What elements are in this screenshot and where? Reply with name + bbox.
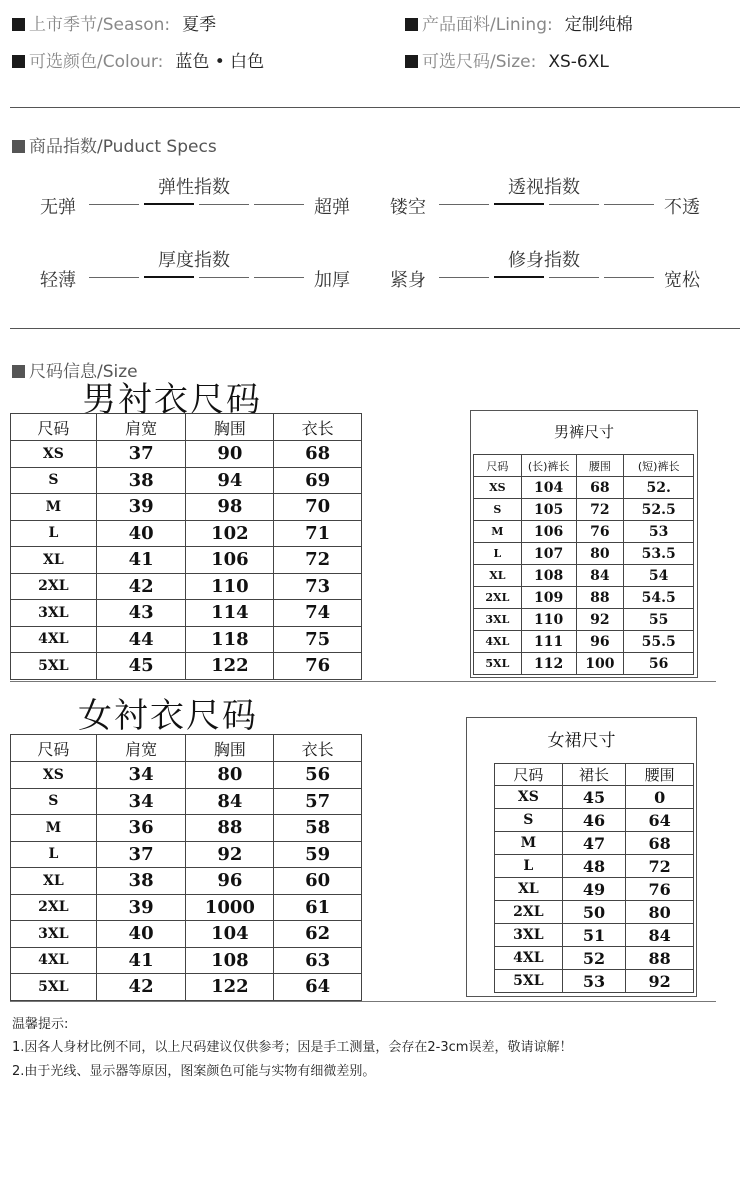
value-cell: 102 bbox=[186, 520, 274, 547]
women-skirt-title: 女裙尺寸 bbox=[547, 731, 616, 751]
value-cell: 94 bbox=[186, 467, 274, 494]
spec-title: 厚度指数 bbox=[158, 250, 230, 271]
divider bbox=[10, 328, 740, 329]
value-cell: 50 bbox=[562, 901, 626, 924]
table-row bbox=[474, 565, 694, 587]
table-row bbox=[11, 494, 362, 521]
value-cell: 38 bbox=[96, 467, 186, 494]
size-cell: XL bbox=[474, 565, 522, 587]
colour-label: 可选颜色/Colour: bbox=[29, 52, 164, 72]
value-cell: 68 bbox=[626, 832, 694, 855]
spec-level-segment bbox=[604, 204, 654, 205]
size-cell: L bbox=[11, 841, 97, 868]
value-cell: 100 bbox=[576, 653, 624, 675]
value-cell: 58 bbox=[274, 815, 362, 842]
size-cell: 3XL bbox=[474, 609, 522, 631]
table-row bbox=[11, 921, 362, 948]
size-cell: 5XL bbox=[495, 970, 563, 993]
value-cell: 108 bbox=[521, 565, 576, 587]
value-cell: 37 bbox=[96, 441, 186, 468]
value-cell: 92 bbox=[626, 970, 694, 993]
value-cell: 53 bbox=[624, 521, 694, 543]
men-pants-title: 男裤尺寸 bbox=[553, 423, 614, 441]
specs-heading-text: 商品指数/Puduct Specs bbox=[29, 137, 217, 157]
table-row bbox=[11, 467, 362, 494]
size-cell: L bbox=[474, 543, 522, 565]
square-bullet-icon bbox=[12, 365, 25, 378]
value-cell: 52 bbox=[562, 947, 626, 970]
notes-title: 温馨提示: bbox=[12, 1017, 69, 1032]
value-cell: 61 bbox=[274, 894, 362, 921]
size-cell: 5XL bbox=[11, 974, 97, 1001]
table-row bbox=[11, 573, 362, 600]
size-cell: XS bbox=[495, 786, 563, 809]
value-cell: 96 bbox=[576, 631, 624, 653]
value-cell: 45 bbox=[562, 786, 626, 809]
spec-level-segment bbox=[199, 204, 249, 205]
women-skirt-size-table bbox=[494, 763, 694, 993]
value-cell: 112 bbox=[521, 653, 576, 675]
square-bullet-icon bbox=[12, 140, 25, 153]
table-row bbox=[495, 786, 694, 809]
value-cell: 45 bbox=[96, 653, 186, 680]
value-cell: 80 bbox=[626, 901, 694, 924]
table-row bbox=[11, 653, 362, 680]
value-cell: 37 bbox=[96, 841, 186, 868]
column-header: 腰围 bbox=[626, 764, 694, 786]
size-range-value: XS-6XL bbox=[548, 52, 609, 72]
table-row bbox=[11, 894, 362, 921]
column-header: 胸围 bbox=[186, 414, 274, 441]
value-cell: 75 bbox=[274, 626, 362, 653]
table-row bbox=[474, 543, 694, 565]
value-cell: 53 bbox=[562, 970, 626, 993]
value-cell: 34 bbox=[96, 762, 186, 789]
value-cell: 59 bbox=[274, 841, 362, 868]
column-header: 尺码 bbox=[11, 735, 97, 762]
value-cell: 54.5 bbox=[624, 587, 694, 609]
value-cell: 111 bbox=[521, 631, 576, 653]
value-cell: 56 bbox=[624, 653, 694, 675]
size-cell: XL bbox=[11, 868, 97, 895]
value-cell: 63 bbox=[274, 947, 362, 974]
value-cell: 68 bbox=[274, 441, 362, 468]
table-row bbox=[474, 587, 694, 609]
table-row bbox=[495, 855, 694, 878]
size-cell: S bbox=[474, 499, 522, 521]
value-cell: 73 bbox=[274, 573, 362, 600]
table-row bbox=[474, 653, 694, 675]
table-row bbox=[11, 974, 362, 1001]
value-cell: 122 bbox=[186, 653, 274, 680]
spec-title: 弹性指数 bbox=[158, 177, 230, 198]
colour-value: 蓝色 • 白色 bbox=[175, 52, 265, 72]
value-cell: 53.5 bbox=[624, 543, 694, 565]
value-cell: 110 bbox=[186, 573, 274, 600]
column-header: 肩宽 bbox=[96, 735, 186, 762]
value-cell: 62 bbox=[274, 921, 362, 948]
men-shirt-title: 男衬衣尺码 bbox=[82, 380, 262, 420]
size-cell: 2XL bbox=[495, 901, 563, 924]
value-cell: 55 bbox=[624, 609, 694, 631]
size-cell: S bbox=[11, 467, 97, 494]
spec-title: 透视指数 bbox=[508, 177, 580, 198]
size-cell: M bbox=[495, 832, 563, 855]
value-cell: 41 bbox=[96, 947, 186, 974]
value-cell: 46 bbox=[562, 809, 626, 832]
size-cell: 4XL bbox=[11, 947, 97, 974]
table-row bbox=[495, 901, 694, 924]
value-cell: 40 bbox=[96, 520, 186, 547]
value-cell: 44 bbox=[96, 626, 186, 653]
table-row bbox=[495, 809, 694, 832]
value-cell: 84 bbox=[186, 788, 274, 815]
value-cell: 42 bbox=[96, 974, 186, 1001]
square-bullet-icon bbox=[12, 18, 25, 31]
value-cell: 41 bbox=[96, 547, 186, 574]
fabric-label: 产品面料/Lining: bbox=[422, 15, 553, 35]
size-cell: 2XL bbox=[11, 894, 97, 921]
value-cell: 88 bbox=[626, 947, 694, 970]
size-cell: M bbox=[11, 494, 97, 521]
spec-level-segment bbox=[254, 204, 304, 205]
table-row bbox=[495, 947, 694, 970]
value-cell: 71 bbox=[274, 520, 362, 547]
spec-right-label: 超弹 bbox=[314, 197, 350, 218]
value-cell: 0 bbox=[626, 786, 694, 809]
column-header: 尺码 bbox=[474, 455, 522, 477]
size-cell: 4XL bbox=[495, 947, 563, 970]
spec-level-segment bbox=[254, 277, 304, 278]
size-cell: XS bbox=[11, 762, 97, 789]
table-row bbox=[11, 547, 362, 574]
men-shirt-size-table bbox=[10, 413, 362, 680]
table-row bbox=[11, 600, 362, 627]
value-cell: 92 bbox=[576, 609, 624, 631]
spec-level-segment bbox=[549, 277, 599, 278]
value-cell: 69 bbox=[274, 467, 362, 494]
value-cell: 118 bbox=[186, 626, 274, 653]
value-cell: 34 bbox=[96, 788, 186, 815]
specs-heading bbox=[12, 132, 217, 157]
spec-level-segment bbox=[494, 276, 544, 278]
spec-left-label: 镂空 bbox=[390, 197, 426, 218]
divider bbox=[10, 1001, 716, 1002]
men-pants-size-table bbox=[473, 454, 694, 675]
spec-level-segment bbox=[439, 204, 489, 205]
value-cell: 49 bbox=[562, 878, 626, 901]
value-cell: 106 bbox=[521, 521, 576, 543]
value-cell: 64 bbox=[626, 809, 694, 832]
value-cell: 70 bbox=[274, 494, 362, 521]
table-row bbox=[11, 441, 362, 468]
value-cell: 48 bbox=[562, 855, 626, 878]
value-cell: 76 bbox=[274, 653, 362, 680]
value-cell: 40 bbox=[96, 921, 186, 948]
size-cell: S bbox=[11, 788, 97, 815]
value-cell: 80 bbox=[576, 543, 624, 565]
value-cell: 74 bbox=[274, 600, 362, 627]
spec-level-segment bbox=[549, 204, 599, 205]
value-cell: 106 bbox=[186, 547, 274, 574]
size-cell: L bbox=[495, 855, 563, 878]
value-cell: 51 bbox=[562, 924, 626, 947]
season-label: 上市季节/Season: bbox=[29, 15, 171, 35]
colour-info bbox=[12, 47, 264, 72]
column-header: 尺码 bbox=[11, 414, 97, 441]
spec-level-segment bbox=[494, 203, 544, 205]
size-cell: M bbox=[474, 521, 522, 543]
size-cell: XL bbox=[495, 878, 563, 901]
value-cell: 114 bbox=[186, 600, 274, 627]
size-heading-text: 尺码信息/Size bbox=[29, 362, 138, 382]
spec-right-label: 加厚 bbox=[314, 270, 350, 291]
fabric-info bbox=[405, 10, 633, 35]
table-row bbox=[11, 841, 362, 868]
table-header-row bbox=[11, 414, 362, 441]
table-row bbox=[474, 631, 694, 653]
square-bullet-icon bbox=[405, 18, 418, 31]
value-cell: 38 bbox=[96, 868, 186, 895]
value-cell: 88 bbox=[576, 587, 624, 609]
size-cell: XL bbox=[11, 547, 97, 574]
table-row bbox=[495, 832, 694, 855]
size-cell: M bbox=[11, 815, 97, 842]
table-row bbox=[11, 868, 362, 895]
size-cell: XS bbox=[474, 477, 522, 499]
column-header: 腰围 bbox=[576, 455, 624, 477]
value-cell: 60 bbox=[274, 868, 362, 895]
size-cell: L bbox=[11, 520, 97, 547]
size-cell: XS bbox=[11, 441, 97, 468]
spec-level-segment bbox=[89, 277, 139, 278]
spec-right-label: 不透 bbox=[664, 197, 700, 218]
value-cell: 64 bbox=[274, 974, 362, 1001]
spec-level-segment bbox=[604, 277, 654, 278]
value-cell: 104 bbox=[186, 921, 274, 948]
value-cell: 76 bbox=[576, 521, 624, 543]
note-line-1: 1.因各人身材比例不同，以上尺码建议仅供参考；因是手工测量，会存在2-3cm误差，敬请谅解！ bbox=[12, 1040, 573, 1055]
size-cell: S bbox=[495, 809, 563, 832]
spec-level-segment bbox=[144, 276, 194, 278]
value-cell: 105 bbox=[521, 499, 576, 521]
value-cell: 76 bbox=[626, 878, 694, 901]
size-range-info bbox=[405, 47, 609, 72]
value-cell: 108 bbox=[186, 947, 274, 974]
value-cell: 72 bbox=[576, 499, 624, 521]
column-header: 肩宽 bbox=[96, 414, 186, 441]
table-header-row bbox=[495, 764, 694, 786]
fabric-value: 定制纯棉 bbox=[564, 15, 633, 35]
column-header: (短)裤长 bbox=[624, 455, 694, 477]
women-shirt-size-table bbox=[10, 734, 362, 1001]
value-cell: 90 bbox=[186, 441, 274, 468]
table-row bbox=[11, 788, 362, 815]
column-header: 裙长 bbox=[562, 764, 626, 786]
table-row bbox=[474, 609, 694, 631]
value-cell: 47 bbox=[562, 832, 626, 855]
table-row bbox=[474, 521, 694, 543]
value-cell: 72 bbox=[274, 547, 362, 574]
value-cell: 52. bbox=[624, 477, 694, 499]
spec-level-segment bbox=[89, 204, 139, 205]
table-row bbox=[495, 970, 694, 993]
value-cell: 122 bbox=[186, 974, 274, 1001]
table-row bbox=[11, 762, 362, 789]
value-cell: 1000 bbox=[186, 894, 274, 921]
column-header: (长)裤长 bbox=[521, 455, 576, 477]
value-cell: 55.5 bbox=[624, 631, 694, 653]
value-cell: 68 bbox=[576, 477, 624, 499]
value-cell: 43 bbox=[96, 600, 186, 627]
value-cell: 84 bbox=[626, 924, 694, 947]
value-cell: 88 bbox=[186, 815, 274, 842]
table-row bbox=[495, 878, 694, 901]
column-header: 衣长 bbox=[274, 735, 362, 762]
season-value: 夏季 bbox=[182, 15, 217, 35]
spec-left-label: 轻薄 bbox=[40, 270, 76, 291]
size-range-label: 可选尺码/Size: bbox=[422, 52, 537, 72]
size-cell: 4XL bbox=[11, 626, 97, 653]
size-cell: 3XL bbox=[495, 924, 563, 947]
size-cell: 3XL bbox=[11, 921, 97, 948]
size-cell: 5XL bbox=[474, 653, 522, 675]
table-row bbox=[474, 499, 694, 521]
table-row bbox=[11, 520, 362, 547]
spec-left-label: 紧身 bbox=[390, 270, 426, 291]
value-cell: 39 bbox=[96, 494, 186, 521]
value-cell: 96 bbox=[186, 868, 274, 895]
column-header: 衣长 bbox=[274, 414, 362, 441]
divider bbox=[10, 681, 716, 682]
value-cell: 98 bbox=[186, 494, 274, 521]
size-cell: 2XL bbox=[11, 573, 97, 600]
table-row bbox=[495, 924, 694, 947]
value-cell: 84 bbox=[576, 565, 624, 587]
value-cell: 92 bbox=[186, 841, 274, 868]
table-row bbox=[11, 815, 362, 842]
value-cell: 107 bbox=[521, 543, 576, 565]
spec-left-label: 无弹 bbox=[40, 197, 76, 218]
value-cell: 109 bbox=[521, 587, 576, 609]
season-info bbox=[12, 10, 216, 35]
table-header-row bbox=[474, 455, 694, 477]
column-header: 尺码 bbox=[495, 764, 563, 786]
table-row bbox=[11, 947, 362, 974]
value-cell: 110 bbox=[521, 609, 576, 631]
size-cell: 3XL bbox=[11, 600, 97, 627]
spec-right-label: 宽松 bbox=[664, 270, 700, 291]
spec-level-segment bbox=[439, 277, 489, 278]
spec-level-segment bbox=[144, 203, 194, 205]
size-cell: 4XL bbox=[474, 631, 522, 653]
value-cell: 54 bbox=[624, 565, 694, 587]
divider bbox=[10, 107, 740, 108]
table-row bbox=[474, 477, 694, 499]
note-line-2: 2.由于光线、显示器等原因，图案颜色可能与实物有细微差别。 bbox=[12, 1064, 376, 1079]
value-cell: 104 bbox=[521, 477, 576, 499]
column-header: 胸围 bbox=[186, 735, 274, 762]
square-bullet-icon bbox=[12, 55, 25, 68]
value-cell: 57 bbox=[274, 788, 362, 815]
women-shirt-title: 女衬衣尺码 bbox=[78, 696, 258, 736]
value-cell: 56 bbox=[274, 762, 362, 789]
square-bullet-icon bbox=[405, 55, 418, 68]
size-cell: 2XL bbox=[474, 587, 522, 609]
table-header-row bbox=[11, 735, 362, 762]
table-row bbox=[11, 626, 362, 653]
value-cell: 72 bbox=[626, 855, 694, 878]
spec-title: 修身指数 bbox=[508, 250, 580, 271]
value-cell: 42 bbox=[96, 573, 186, 600]
value-cell: 80 bbox=[186, 762, 274, 789]
value-cell: 39 bbox=[96, 894, 186, 921]
value-cell: 52.5 bbox=[624, 499, 694, 521]
spec-level-segment bbox=[199, 277, 249, 278]
value-cell: 36 bbox=[96, 815, 186, 842]
size-cell: 5XL bbox=[11, 653, 97, 680]
